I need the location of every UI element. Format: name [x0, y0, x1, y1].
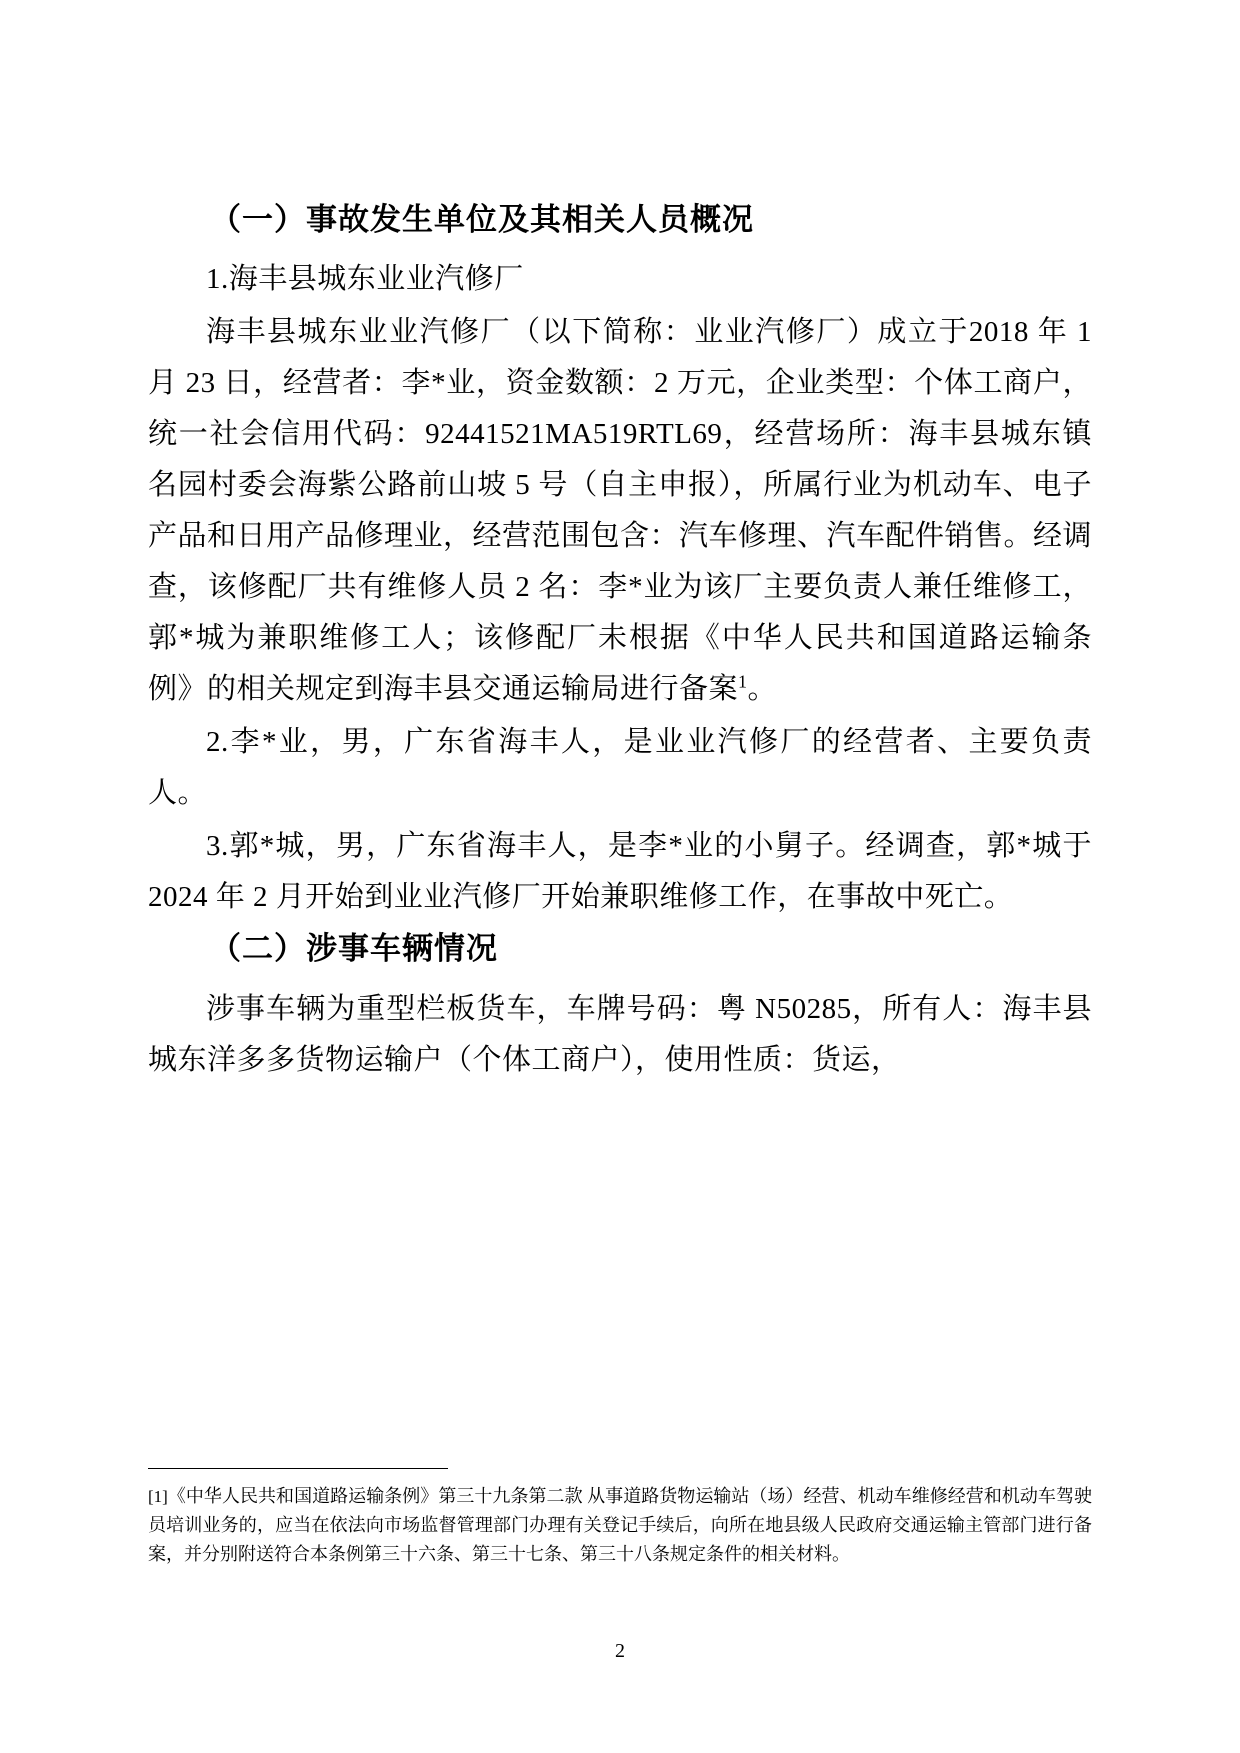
paragraph-company-profile [148, 307, 1092, 715]
page-number: 2 [615, 1640, 625, 1662]
document-body [148, 196, 1092, 1088]
section-heading-one: （一）事故发生单位及其相关人员概况 [210, 202, 754, 237]
footnote-block [148, 1482, 1092, 1569]
paragraph-vehicle-info: 涉事车辆为重型栏板货车，车牌号码：粤 N50285，所有人：海丰县城东洋多多货物运输户（个体工商户），使用性质：货运， [148, 992, 1092, 1076]
footnote-marker: [1] [148, 1487, 168, 1506]
paragraph-company-profile-text: 海丰县城东业业汽修厂（以下简称：业业汽修厂）成立于2018 年 1 月 23 日，经营者：李*业，资金数额：2 万元，企业类型：个体工商户，统一社会信用代码：92441521MA519RTL69，经营场所：海丰县城东镇名园村委会海紫公路前山坡 5 号（自主申报），所属行业为机动车、电子产品和日用产品修理业，经营范围包含：汽车修理、汽车配件销售。经调查，该修配厂共有维修人员 2 名：李*业为该厂主要负责人兼任维修工，郭*城为兼职维修工人；该修配厂未根据《中华人民共和国道路运输条例》的相关规定到海丰县交通运输局进行备案 [148, 316, 1093, 706]
paragraph-person-li: 2.李*业，男，广东省海丰人，是业业汽修厂的经营者、主要负责人。 [148, 726, 1092, 810]
footnote-text: 《中华人民共和国道路运输条例》第三十九条第二款 从事道路货物运输站（场）经营、机动车维修经营和机动车驾驶员培训业务的，应当在依法向市场监督管理部门办理有关登记手续后，向所在地县级人民政府交通运输主管部门进行备案，并分别附送符合本条例第三十六条、第三十七条、第三十八条规定条件的相关材料。 [148, 1486, 1092, 1565]
section-heading-two: （二）涉事车辆情况 [210, 931, 498, 967]
footnote-reference[interactable]: 1 [738, 671, 748, 692]
footnote-divider [148, 1468, 448, 1469]
subsection-title-company: 1.海丰县城东业业汽修厂 [206, 263, 524, 296]
paragraph-person-guo: 3.郭*城，男，广东省海丰人，是李*业的小舅子。经调查，郭*城于 2024 年 2 月开始到业业汽修厂开始兼职维修工作，在事故中死亡。 [148, 830, 1092, 914]
paragraph-company-profile-trailing: 。 [747, 673, 778, 706]
